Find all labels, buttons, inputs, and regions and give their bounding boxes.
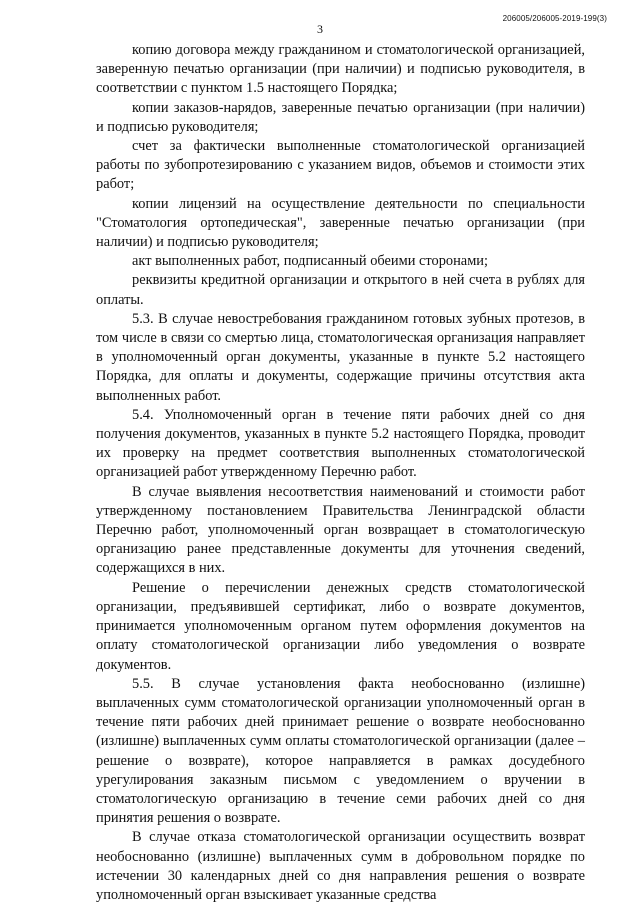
- paragraph-work-orders: копии заказов-нарядов, заверенные печатью организации (при наличии) и подписью руководителя;: [96, 99, 585, 135]
- document-body: [96, 41, 585, 905]
- paragraph-mismatch: В случае выявления несоответствия наименований и стоимости работ утвержденному постановлением Правительства Ленинградской области Перечню работ, уполномоченный орган возвращает в стоматологическую организацию ранее представленные документы для уточнения сведений, содержащихся в них.: [96, 483, 585, 577]
- paragraph-invoice: счет за фактически выполненные стоматологической организацией работы по зубопротезированию с указанием видов, объемов и стоимости этих работ;: [96, 138, 585, 193]
- paragraph-refusal: В случае отказа стоматологической организации осуществить возврат необоснованно (излишне) выплаченных сумм в добровольном порядке по истечении 30 календарных дней со дня направления решения о возврате уполномоченный орган взыскивает указанные средства: [96, 829, 585, 903]
- paragraph-5-4: 5.4. Уполномоченный орган в течение пяти рабочих дней со дня получения документов, указанных в пункте 5.2 настоящего Порядка, проводит их проверку на предмет соответствия выполненных стоматологической организацией работ утвержденному Перечню работ.: [96, 406, 585, 481]
- paragraph-contract-copy: копию договора между гражданином и стоматологической организацией, заверенную печатью организации (при наличии) и подписью руководителя, в соответствии с пунктом 1.5 настоящего Порядка;: [96, 42, 585, 97]
- paragraph-bank-details: реквизиты кредитной организации и открытого в ней счета в рублях для оплаты.: [96, 272, 585, 308]
- paragraph-decision: Решение о перечислении денежных средств стоматологической организации, предъявившей сертификат, либо о возврате документов, принимается уполномоченным органом путем оформления документов на оплату стоматологической организации либо уведомления о возврате документов.: [96, 579, 585, 673]
- page-number: 3: [317, 22, 323, 36]
- paragraph-licenses: копии лицензий на осуществление деятельности по специальности "Стоматология ортопедическая", заверенные печатью организации (при наличии) и подписью руководителя;: [96, 195, 585, 251]
- paragraph-5-5: 5.5. В случае установления факта необоснованно (излишне) выплаченных сумм стоматологической организации уполномоченный орган в течение пяти рабочих дней принимает решение о возврате необоснованно (излишне) выплаченных сумм оплаты стоматологической организации (далее – решение о возврате), которое направляется в рамках досудебного урегулирования заказным письмом с уведомлением о вручении в стоматологическую организацию в течение семи рабочих дней со дня принятия решения о возврате.: [96, 675, 585, 827]
- paragraph-act: акт выполненных работ, подписанный обеими сторонами;: [132, 253, 489, 270]
- paragraph-5-3: 5.3. В случае невостребования гражданином готовых зубных протезов, в том числе в связи со смертью лица, стоматологическая организация направляет в уполномоченный орган документы, указанные в пункте 5.2 настоящего Порядка, для оплаты и документы, содержащие причины отсутствия акта выполненных работ.: [96, 310, 585, 404]
- document-code: 206005/206005-2019-199(3): [502, 14, 607, 23]
